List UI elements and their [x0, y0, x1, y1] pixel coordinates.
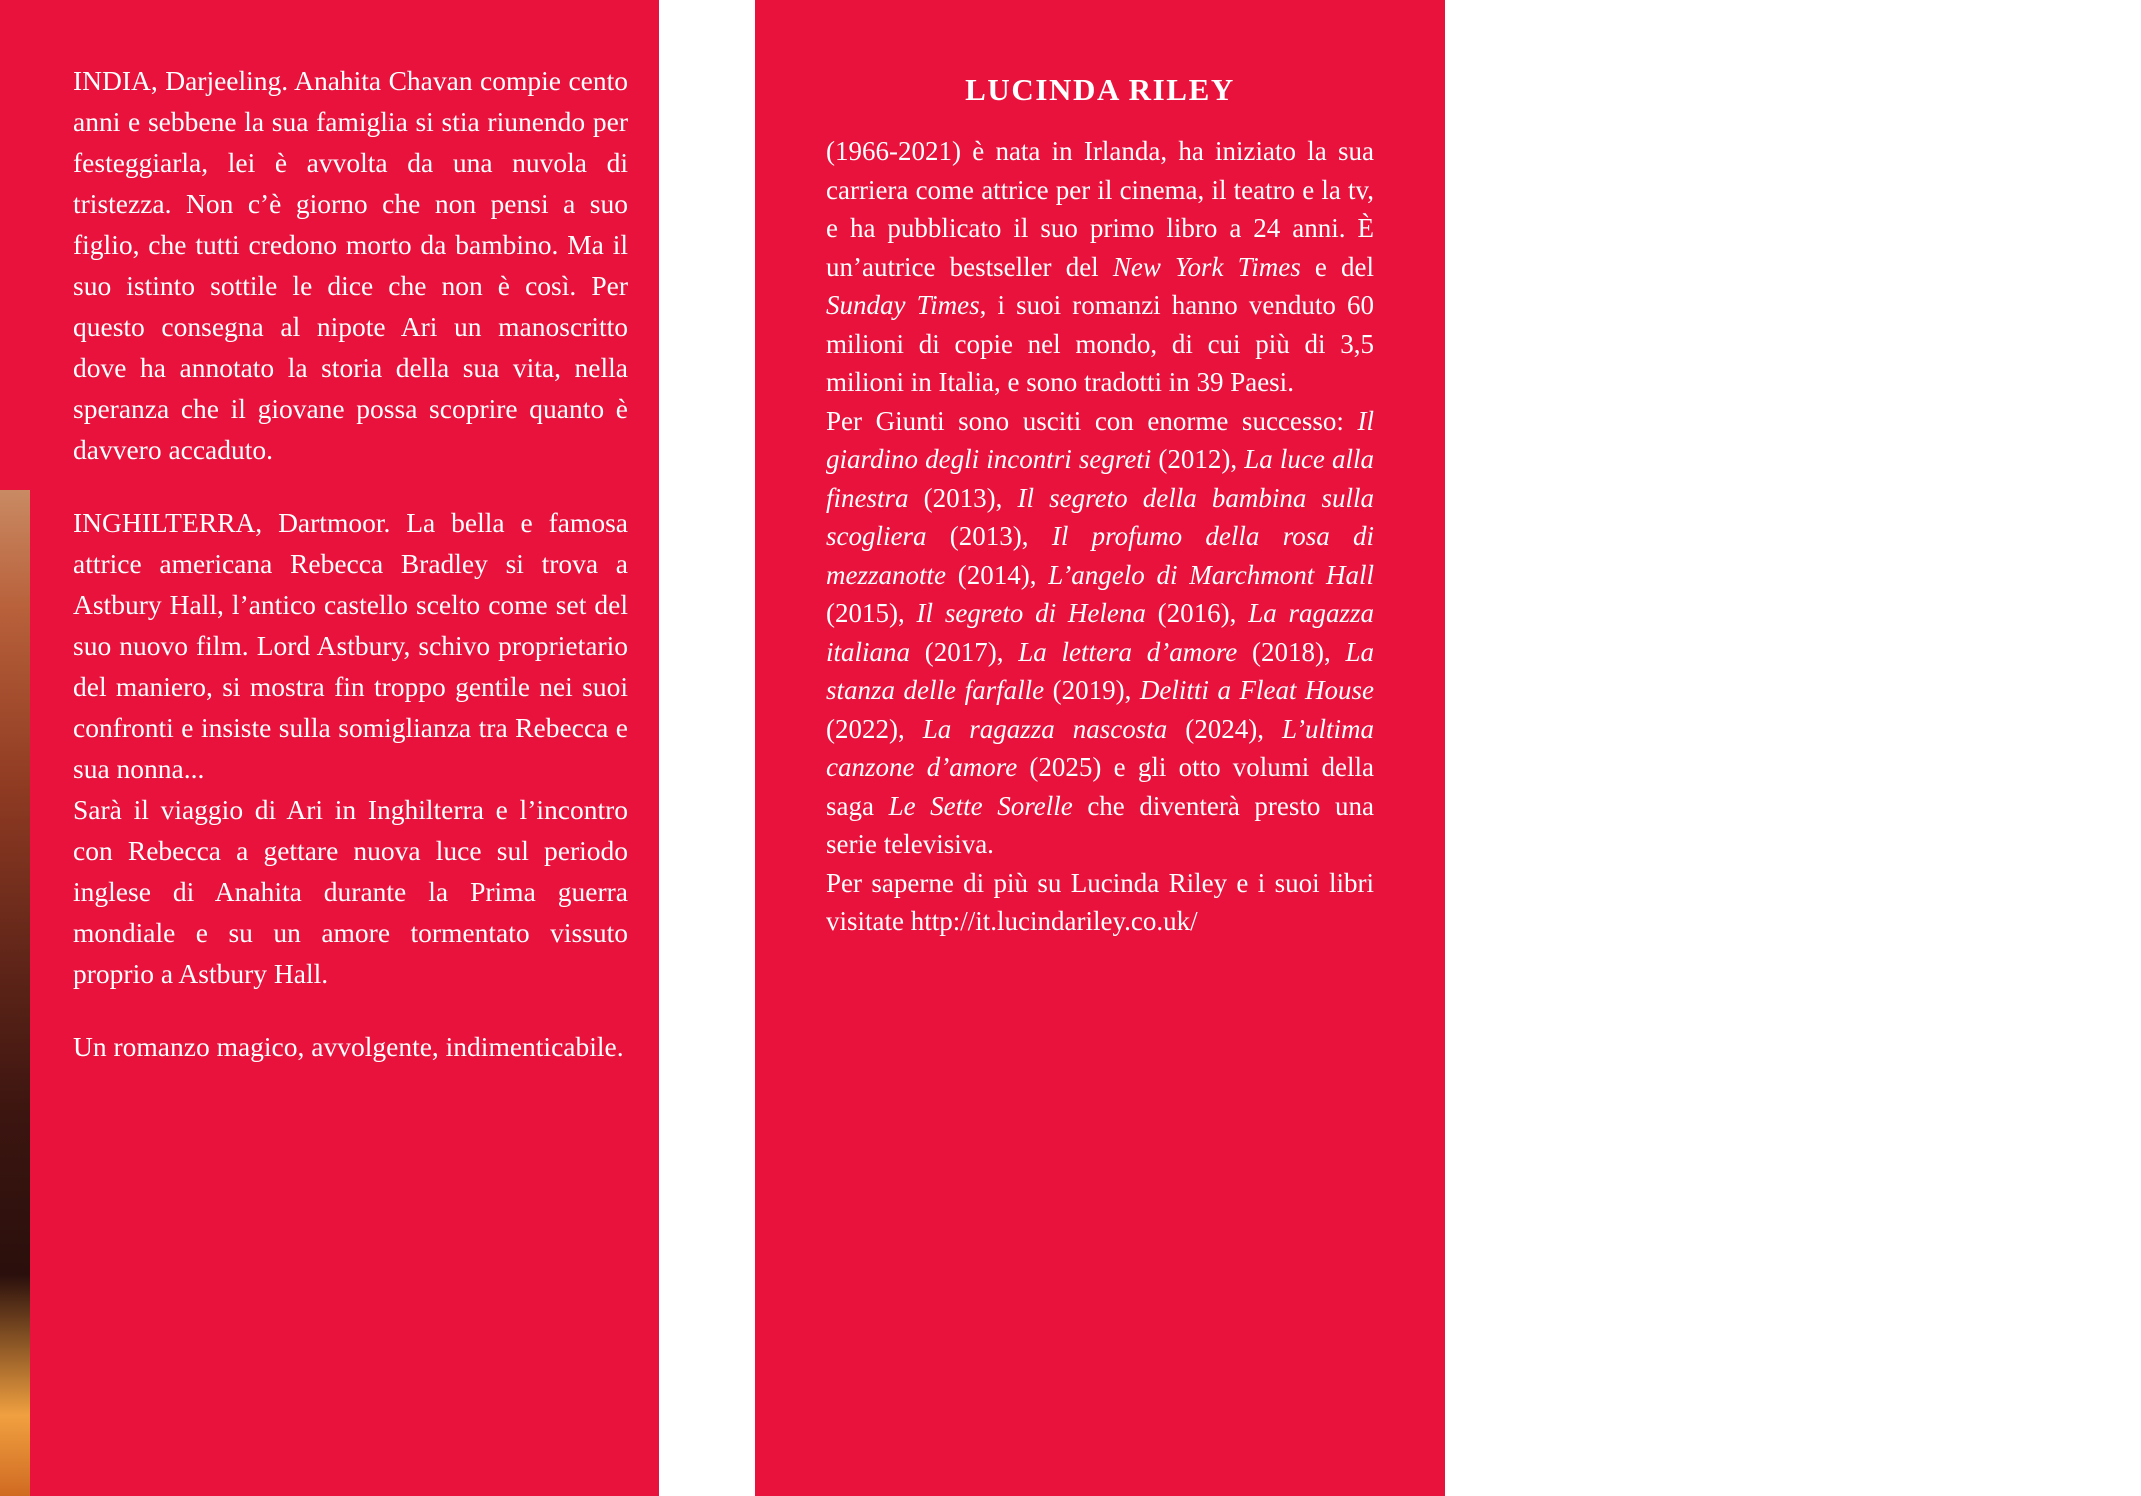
giunti-intro: Per Giunti sono usciti con enorme successo: — [826, 405, 1344, 436]
book-year: (2022), — [826, 713, 923, 744]
book-title: Il giardino degli incontri segreti — [826, 405, 1375, 474]
author-bio — [826, 132, 1374, 941]
book-title: La lettera d’amore — [1018, 636, 1238, 667]
book-title: Delitti a Fleat House — [1139, 675, 1374, 705]
book-title: Il segreto della bambina sulla scogliera — [826, 482, 1374, 551]
book-year: (2015), — [826, 598, 917, 628]
page-gutter — [659, 0, 755, 1496]
bio-italic-sunday-times: Sunday Times — [826, 290, 980, 320]
credit-line-3: © Shutterstock / Arlo Magicman — [1581, 1420, 1827, 1440]
book-year: (2013), — [908, 482, 1018, 513]
cover-photo-sliver — [0, 490, 30, 1496]
book-year: (2019), — [1044, 675, 1140, 705]
bio-paragraph — [826, 132, 1374, 402]
book-year: (2012), — [1151, 444, 1245, 474]
book-title: Il profumo della rosa di mezzanotte — [826, 521, 1375, 590]
blurb-paragraph-4: Un romanzo magico, avvolgente, indimenticabile. — [73, 1031, 624, 1062]
saga-before: e gli otto volumi della saga — [826, 752, 1374, 821]
bibliography-paragraph — [826, 402, 1374, 864]
book-title: La stanza delle farfalle — [826, 636, 1374, 705]
author-name: LUCINDA RILEY — [965, 72, 1235, 107]
blurb-text — [73, 60, 628, 1067]
bio-intro: (1966-2021) è nata in Irlanda, ha iniziato la sua carriera come attrice per il cinema, il teatro e la tv, e ha pubblicato il suo primo libro a 24 anni. È un’autrice bestseller del — [826, 136, 1374, 282]
book-year: (2013), — [926, 521, 1052, 551]
book-year: (2017), — [910, 636, 1019, 667]
book-title: L’angelo di Marchmont Hall — [1048, 559, 1375, 590]
blurb-paragraph-1: INDIA, Darjeeling. Anahita Chavan compie cento anni e sebbene la sua famiglia si stia riunendo per festeggiarla, lei è avvolta da una nuvola di tristezza. Non c’è giorno che non pensi a suo figlio, che tutti credono morto da bambino. Ma il suo istinto sottile le dice che non è così. Per questo consegna al nipote Ari un manoscritto dove ha annotato la storia della sua vita, nella speranza che il giovane possa scoprire quanto è davvero accaduto. — [73, 65, 628, 465]
back-cover-panel — [0, 0, 659, 1496]
bio-italic-new-york-times: New York Times — [1112, 251, 1301, 282]
bio-mid: e del — [1300, 251, 1374, 282]
book-title: Il segreto di Helena — [916, 598, 1146, 628]
book-title: La ragazza italiana — [826, 598, 1375, 667]
blurb-paragraph-2: INGHILTERRA, Dartmoor. La bella e famosa attrice americana Rebecca Bradley si trova a Astbury Hall, l’antico castello scelto come set del suo nuovo film. Lord Astbury, schivo proprietario del maniero, si mostra fin troppo gentile nei suoi confronti e insiste sulla somiglianza tra Rebecca e sua nonna... — [73, 507, 628, 784]
blurb-paragraph-3: Sarà il viaggio di Ari in Inghilterra e l’incontro con Rebecca a gettare nuova luce sul periodo inglese di Anahita durante la Prima guerra mondiale e su un amore tormentato vissuto proprio a Astbury Hall. — [73, 794, 628, 989]
website-paragraph: Per saperne di più su Lucinda Riley e i suoi libri visitate http://it.lucindariley.co.uk/ — [826, 867, 1374, 936]
author-flap-panel — [755, 0, 1950, 1496]
cover-credits — [1581, 1360, 2141, 1444]
book-year: (2024), — [1167, 713, 1282, 744]
titles-list — [826, 406, 1374, 783]
saga-title: Le Sette Sorelle — [888, 790, 1073, 821]
credit-line-2: © Photo by Martin Jernberg on Unsplash — [1581, 1392, 1898, 1412]
book-year: (2016), — [1145, 598, 1249, 628]
book-title: L’ultima canzone d’amore — [826, 713, 1375, 782]
saga-after: che diventerà presto una serie televisiva. — [826, 790, 1374, 859]
book-year: (2025) — [1017, 752, 1102, 782]
book-title: La luce alla finestra — [826, 444, 1374, 513]
bio-after: , i suoi romanzi hanno venduto 60 milioni di copie nel mondo, di cui più di 3,5 milioni in Italia, e sono tradotti in 39 Paesi. — [826, 290, 1374, 397]
book-title: La ragazza nascosta — [922, 713, 1168, 744]
book-year: (2018), — [1237, 636, 1346, 667]
credit-line-1: Fotografia in copertina: elaborazione digitale da — [1581, 1364, 1950, 1384]
book-year: (2014), — [945, 559, 1049, 590]
